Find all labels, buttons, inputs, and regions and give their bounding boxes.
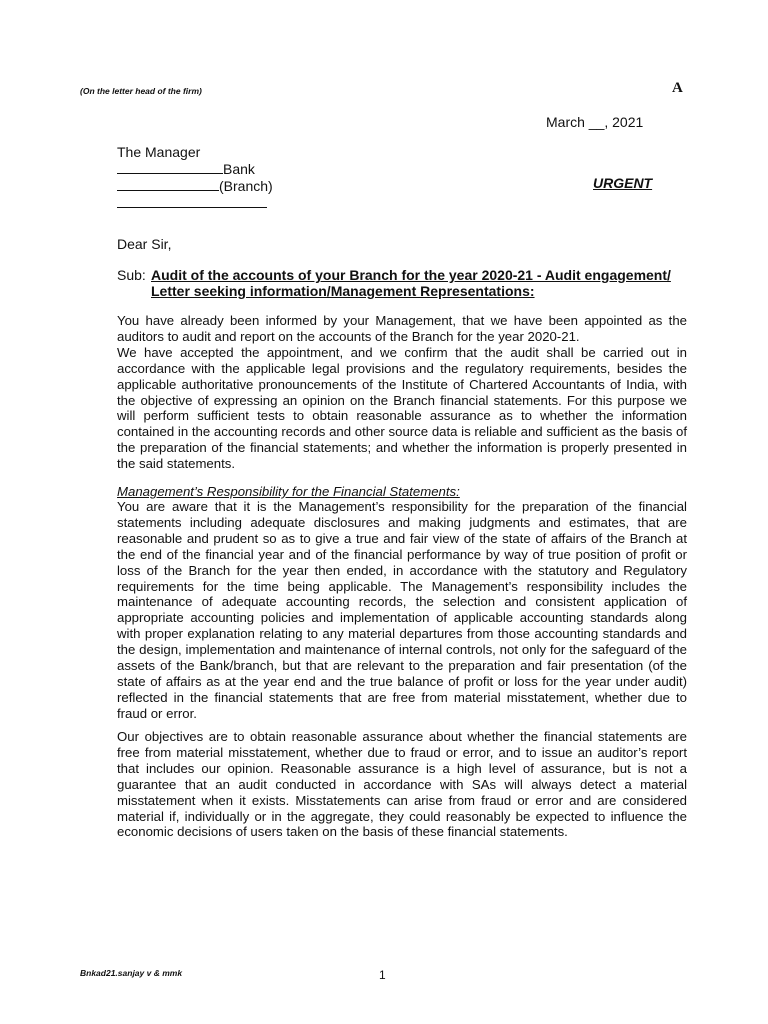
page-number: 1 [379,968,386,982]
objectives-paragraph: Our objectives are to obtain reasonable assurance about whether the financial statements are free from material misstatement, whether due to fraud or error, and to issue an auditor’s report that includes our opinion. Reasonable assurance is a high level of assurance, but is not a guarantee that an audit conducted in accordance with SAs will always detect a material misstatement when it exists. Misstatements can arise from fraud or error and are considered material if, individually or in the aggregate, they could reasonably be expected to influence the economic decisions of users taken on the basis of these financial statements. [117,729,687,840]
appointment-text: You have already been informed by your Management, that we have been appointed as the auditors to audit and report on the accounts of the Branch for the year 2020-21. [117,313,687,344]
responsibility-paragraph: You are aware that it is the Management’s responsibility for the preparation of the financial statements including adequate disclosures and making judgments and estimates, that are reasonable and prudent so as to give a true and fair view of the state of affairs of the Branch at the end of the financial year and of the financial performance by way of true position of profit or loss of the Branch for the year then ended, in accordance with the statutory and Regulatory requirements for the time being applicable. The Management’s responsibility includes the maintenance of adequate accounting records, the selection and consistent application of appropriate accounting policies and implementation of applicable accounting standards along with proper explanation relating to any material departures from those accounting standards and the design, implementation and maintenance of internal controls, not only for the safeguard of the assets of the Bank/branch, but that are relevant to the preparation and fair presentation (of the state of affairs as at the year end and the true balance of profit or loss for the year under audit) reflected in the financial statements that are free from material misstatement, whether due to fraud or error. [117,499,687,721]
branch-label: (Branch) [219,178,273,194]
annexure-marker: A [672,80,683,96]
urgent-label: URGENT [593,175,653,191]
subject-text: Audit of the accounts of your Branch for the year 2020-21 - Audit engagement/ Letter seeking information/Management Representations: [151,267,671,299]
address-blank [117,194,267,208]
subject-prefix: Sub: [117,267,146,283]
branch-name-blank [117,177,219,191]
address-line-blank [117,194,273,211]
letter-date: March __, 2021 [546,114,644,130]
engagement-paragraph [117,313,687,472]
subject-line [117,267,689,299]
address-line-manager: The Manager [117,144,201,160]
letterhead-note: (On the letter head of the firm) [80,86,202,96]
salutation: Dear Sir, [117,236,172,252]
acceptance-text: We have accepted the appointment, and we confirm that the audit shall be carried out in accordance with the applicable legal provisions and the regulatory requirements, besides the applicable authoritative pronouncements of the Institute of Chartered Accountants of India, with the objective of expressing an opinion on the Branch financial statements. For this purpose we will perform sufficient tests to obtain reasonable assurance as to whether the information contained in the accounting records and other source data is reliable and sufficient as the basis of the preparation of the financial statements; and whether the information is properly presented in the said statements. [117,344,687,472]
address-line-branch [117,177,273,194]
responsibility-heading: Management’s Responsibility for the Financial Statements: [117,484,460,499]
address-line-bank [117,160,273,177]
footer-reference: Bnkad21.sanjay v & mmk [80,968,183,978]
bank-name-blank [117,160,223,174]
bank-label: Bank [223,161,255,177]
recipient-address [117,144,273,211]
